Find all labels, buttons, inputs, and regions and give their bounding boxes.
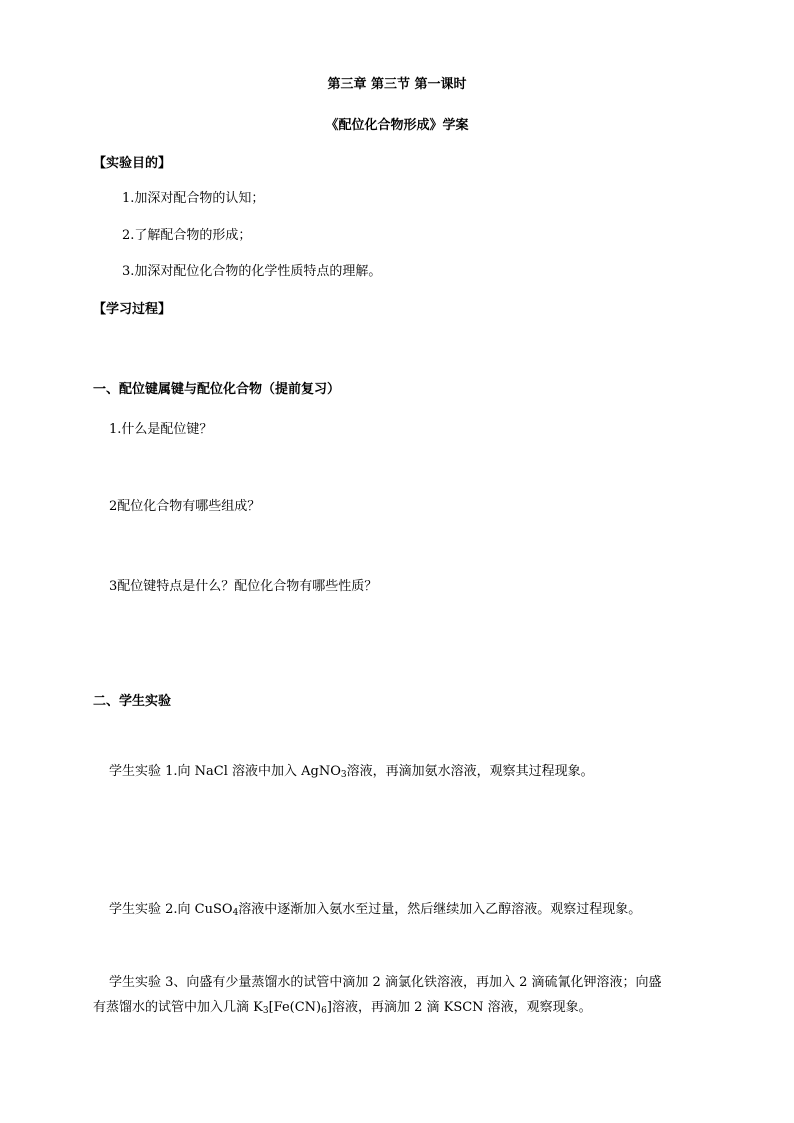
experiment-1-text-a: 学生实验 1.向 NaCl 溶液中加入 AgNO	[109, 764, 341, 779]
experiment-1-text-b: 溶液，再滴加氨水溶液，观察其过程现象。	[346, 764, 594, 779]
section-1-heading: 一、配位键属键与配位化合物（提前复习）	[93, 382, 341, 397]
experiment-2-text-a: 学生实验 2.向 CuSO	[109, 902, 233, 917]
experiment-3-subscript-1: 3	[262, 1006, 269, 1016]
question-2: 2配位化合物有哪些组成？	[109, 499, 261, 514]
question-1: 1.什么是配位键？	[109, 422, 213, 437]
experiment-3-text-b: [Fe(CN)	[268, 1000, 322, 1015]
document-title: 《配位化合物形成》学案	[325, 118, 469, 133]
experiment-3-line-1: 学生实验 3、向盛有少量蒸馏水的试管中滴加 2 滴氯化铁溶液，再加入 2 滴硫氰化钾溶液；向盛	[109, 975, 662, 990]
experiment-3-line-2	[93, 999, 592, 1017]
objective-item-3: 3.加深对配位化合物的化学性质特点的理解。	[122, 264, 382, 279]
experiment-1-subscript: 3	[340, 770, 347, 780]
objective-item-2: 2.了解配合物的形成；	[122, 228, 252, 243]
experiment-3-text-a: 有蒸馏水的试管中加入几滴 K	[93, 1000, 263, 1015]
experiment-2-text-b: 溶液中逐渐加入氨水至过量，然后继续加入乙醇溶液。观察过程现象。	[238, 902, 642, 917]
experiment-1	[109, 763, 594, 781]
question-3: 3配位键特点是什么？配位化合物有哪些性质？	[109, 579, 378, 594]
experiment-3-subscript-2: 6	[321, 1006, 327, 1016]
objectives-heading: 【实验目的】	[93, 156, 172, 171]
chapter-heading: 第三章 第三节 第一课时	[327, 77, 467, 92]
section-2-heading: 二、学生实验	[93, 694, 172, 709]
process-heading: 【学习过程】	[93, 302, 172, 317]
experiment-2-subscript: 4	[232, 908, 239, 918]
experiment-3-text-c: ]溶液，再滴加 2 滴 KSCN 溶液，观察现象。	[326, 1000, 592, 1015]
experiment-2	[109, 901, 641, 919]
objective-item-1: 1.加深对配合物的认知；	[122, 191, 265, 206]
